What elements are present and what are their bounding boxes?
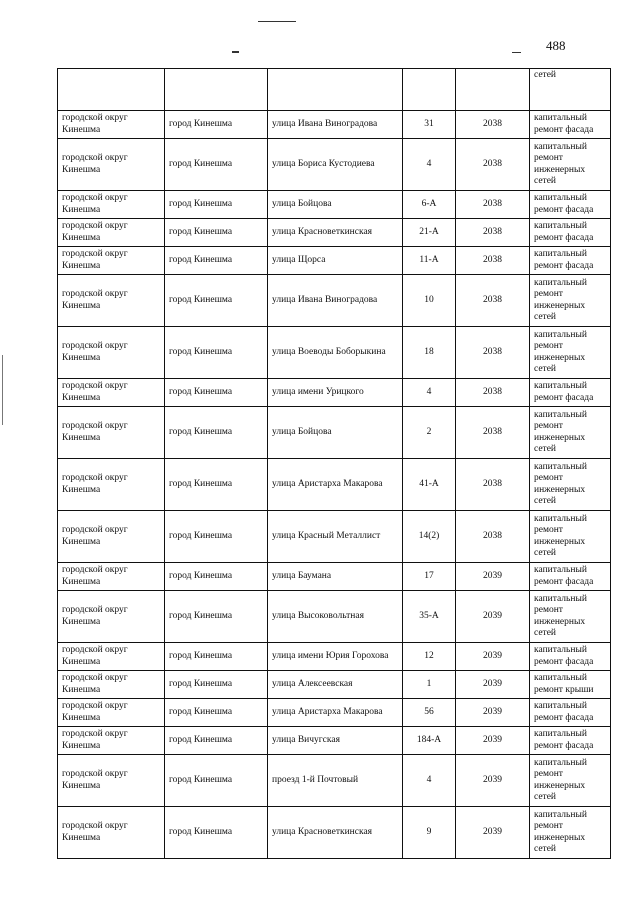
- table-row: [58, 191, 611, 219]
- cell-house: 9: [403, 807, 456, 859]
- cell-year: 2039: [456, 807, 530, 859]
- cell-house: 56: [403, 699, 456, 727]
- table-row: [58, 459, 611, 511]
- cell-municipality: городской округ Кинешма: [58, 247, 165, 275]
- cell-house: 4: [403, 139, 456, 191]
- table-row: [58, 275, 611, 327]
- table-row: [58, 327, 611, 379]
- cell-settlement: город Кинешма: [165, 407, 268, 459]
- cell-municipality: городской округ Кинешма: [58, 379, 165, 407]
- cell-year: 2038: [456, 139, 530, 191]
- cell-year: [456, 69, 530, 111]
- cell-work: капитальный ремонт фасада: [530, 247, 611, 275]
- table-row: [58, 511, 611, 563]
- cell-year: 2038: [456, 247, 530, 275]
- cell-house: 11-А: [403, 247, 456, 275]
- cell-municipality: городской округ Кинешма: [58, 807, 165, 859]
- table-body: [58, 69, 611, 859]
- cell-settlement: город Кинешма: [165, 139, 268, 191]
- cell-work: капитальный ремонт инженерных сетей: [530, 511, 611, 563]
- cell-house: 2: [403, 407, 456, 459]
- cell-settlement: город Кинешма: [165, 511, 268, 563]
- cell-municipality: городской округ Кинешма: [58, 219, 165, 247]
- table-row: [58, 727, 611, 755]
- cell-house: 18: [403, 327, 456, 379]
- cell-house: 4: [403, 379, 456, 407]
- cell-house: 1: [403, 671, 456, 699]
- cell-work: капитальный ремонт фасада: [530, 699, 611, 727]
- cell-house: 31: [403, 111, 456, 139]
- scan-mark-top: [258, 21, 296, 22]
- table-row: [58, 219, 611, 247]
- cell-municipality: городской округ Кинешма: [58, 727, 165, 755]
- cell-street: проезд 1-й Почтовый: [268, 755, 403, 807]
- cell-street: [268, 69, 403, 111]
- cell-year: 2039: [456, 643, 530, 671]
- cell-municipality: городской округ Кинешма: [58, 327, 165, 379]
- cell-municipality: городской округ Кинешма: [58, 275, 165, 327]
- cell-settlement: город Кинешма: [165, 755, 268, 807]
- cell-work: сетей: [530, 69, 611, 111]
- cell-municipality: городской округ Кинешма: [58, 407, 165, 459]
- housing-repair-table: [57, 68, 611, 859]
- table-row: [58, 407, 611, 459]
- cell-settlement: город Кинешма: [165, 247, 268, 275]
- cell-street: улица имени Юрия Горохова: [268, 643, 403, 671]
- cell-house: [403, 69, 456, 111]
- cell-work: капитальный ремонт инженерных сетей: [530, 807, 611, 859]
- table-row: [58, 379, 611, 407]
- cell-settlement: город Кинешма: [165, 563, 268, 591]
- cell-year: 2039: [456, 699, 530, 727]
- cell-street: улица Воеводы Боборыкина: [268, 327, 403, 379]
- cell-work: капитальный ремонт фасада: [530, 191, 611, 219]
- cell-settlement: город Кинешма: [165, 591, 268, 643]
- cell-street: улица Аристарха Макарова: [268, 459, 403, 511]
- cell-work: капитальный ремонт инженерных сетей: [530, 407, 611, 459]
- cell-street: улица Вичугская: [268, 727, 403, 755]
- table-row: [58, 139, 611, 191]
- cell-municipality: городской округ Кинешма: [58, 511, 165, 563]
- cell-municipality: городской округ Кинешма: [58, 191, 165, 219]
- scan-mark-margin: [2, 355, 3, 425]
- cell-work: капитальный ремонт фасада: [530, 643, 611, 671]
- cell-settlement: город Кинешма: [165, 727, 268, 755]
- cell-house: 35-А: [403, 591, 456, 643]
- cell-municipality: городской округ Кинешма: [58, 139, 165, 191]
- cell-year: 2038: [456, 511, 530, 563]
- cell-settlement: город Кинешма: [165, 327, 268, 379]
- cell-street: улица имени Урицкого: [268, 379, 403, 407]
- cell-street: улица Алексеевская: [268, 671, 403, 699]
- cell-street: улица Высоковольтная: [268, 591, 403, 643]
- table-row: [58, 247, 611, 275]
- cell-year: 2039: [456, 755, 530, 807]
- cell-municipality: городской округ Кинешма: [58, 563, 165, 591]
- cell-year: 2038: [456, 327, 530, 379]
- cell-settlement: город Кинешма: [165, 379, 268, 407]
- cell-settlement: город Кинешма: [165, 807, 268, 859]
- cell-work: капитальный ремонт инженерных сетей: [530, 139, 611, 191]
- cell-municipality: городской округ Кинешма: [58, 643, 165, 671]
- cell-settlement: город Кинешма: [165, 219, 268, 247]
- cell-street: улица Щорса: [268, 247, 403, 275]
- table-row: [58, 111, 611, 139]
- cell-house: 21-А: [403, 219, 456, 247]
- cell-street: улица Ивана Виноградова: [268, 275, 403, 327]
- cell-street: улица Бойцова: [268, 191, 403, 219]
- table-row: [58, 671, 611, 699]
- cell-year: 2038: [456, 219, 530, 247]
- cell-work: капитальный ремонт инженерных сетей: [530, 327, 611, 379]
- cell-street: улица Красный Металлист: [268, 511, 403, 563]
- cell-settlement: город Кинешма: [165, 459, 268, 511]
- cell-year: 2039: [456, 591, 530, 643]
- cell-settlement: город Кинешма: [165, 671, 268, 699]
- cell-house: 41-А: [403, 459, 456, 511]
- cell-work: капитальный ремонт инженерных сетей: [530, 275, 611, 327]
- cell-municipality: городской округ Кинешма: [58, 671, 165, 699]
- cell-street: улица Красноветкинская: [268, 219, 403, 247]
- cell-house: 12: [403, 643, 456, 671]
- cell-year: 2038: [456, 275, 530, 327]
- cell-settlement: город Кинешма: [165, 275, 268, 327]
- cell-work: капитальный ремонт фасада: [530, 563, 611, 591]
- cell-house: 10: [403, 275, 456, 327]
- cell-work: капитальный ремонт крыши: [530, 671, 611, 699]
- cell-municipality: городской округ Кинешма: [58, 459, 165, 511]
- cell-year: 2038: [456, 407, 530, 459]
- cell-settlement: город Кинешма: [165, 191, 268, 219]
- cell-work: капитальный ремонт фасада: [530, 111, 611, 139]
- table-row: [58, 699, 611, 727]
- page-number: 488: [546, 38, 566, 53]
- cell-street: улица Баумана: [268, 563, 403, 591]
- cell-work: капитальный ремонт фасада: [530, 727, 611, 755]
- table-row: [58, 591, 611, 643]
- cell-year: 2038: [456, 379, 530, 407]
- cell-street: улица Бориса Кустодиева: [268, 139, 403, 191]
- scan-mark-left-dash: [232, 51, 239, 53]
- cell-street: улица Красноветкинская: [268, 807, 403, 859]
- cell-settlement: город Кинешма: [165, 643, 268, 671]
- cell-year: 2039: [456, 563, 530, 591]
- table-row: [58, 643, 611, 671]
- cell-settlement: город Кинешма: [165, 111, 268, 139]
- cell-settlement: город Кинешма: [165, 699, 268, 727]
- cell-municipality: городской округ Кинешма: [58, 111, 165, 139]
- cell-street: улица Аристарха Макарова: [268, 699, 403, 727]
- table-row: [58, 807, 611, 859]
- cell-house: 184-А: [403, 727, 456, 755]
- table-row-continuation: [58, 69, 611, 111]
- cell-year: 2038: [456, 191, 530, 219]
- cell-street: улица Бойцова: [268, 407, 403, 459]
- cell-work: капитальный ремонт фасада: [530, 219, 611, 247]
- cell-house: 14(2): [403, 511, 456, 563]
- cell-work: капитальный ремонт инженерных сетей: [530, 755, 611, 807]
- cell-work: капитальный ремонт фасада: [530, 379, 611, 407]
- cell-house: 17: [403, 563, 456, 591]
- cell-settlement: [165, 69, 268, 111]
- cell-municipality: [58, 69, 165, 111]
- scan-mark-right-dash: [512, 52, 521, 53]
- cell-municipality: городской округ Кинешма: [58, 755, 165, 807]
- cell-house: 6-А: [403, 191, 456, 219]
- cell-work: капитальный ремонт инженерных сетей: [530, 591, 611, 643]
- cell-year: 2038: [456, 111, 530, 139]
- table-row: [58, 563, 611, 591]
- cell-work: капитальный ремонт инженерных сетей: [530, 459, 611, 511]
- cell-year: 2039: [456, 671, 530, 699]
- cell-street: улица Ивана Виноградова: [268, 111, 403, 139]
- cell-year: 2038: [456, 459, 530, 511]
- table-row: [58, 755, 611, 807]
- cell-house: 4: [403, 755, 456, 807]
- cell-municipality: городской округ Кинешма: [58, 699, 165, 727]
- cell-year: 2039: [456, 727, 530, 755]
- cell-municipality: городской округ Кинешма: [58, 591, 165, 643]
